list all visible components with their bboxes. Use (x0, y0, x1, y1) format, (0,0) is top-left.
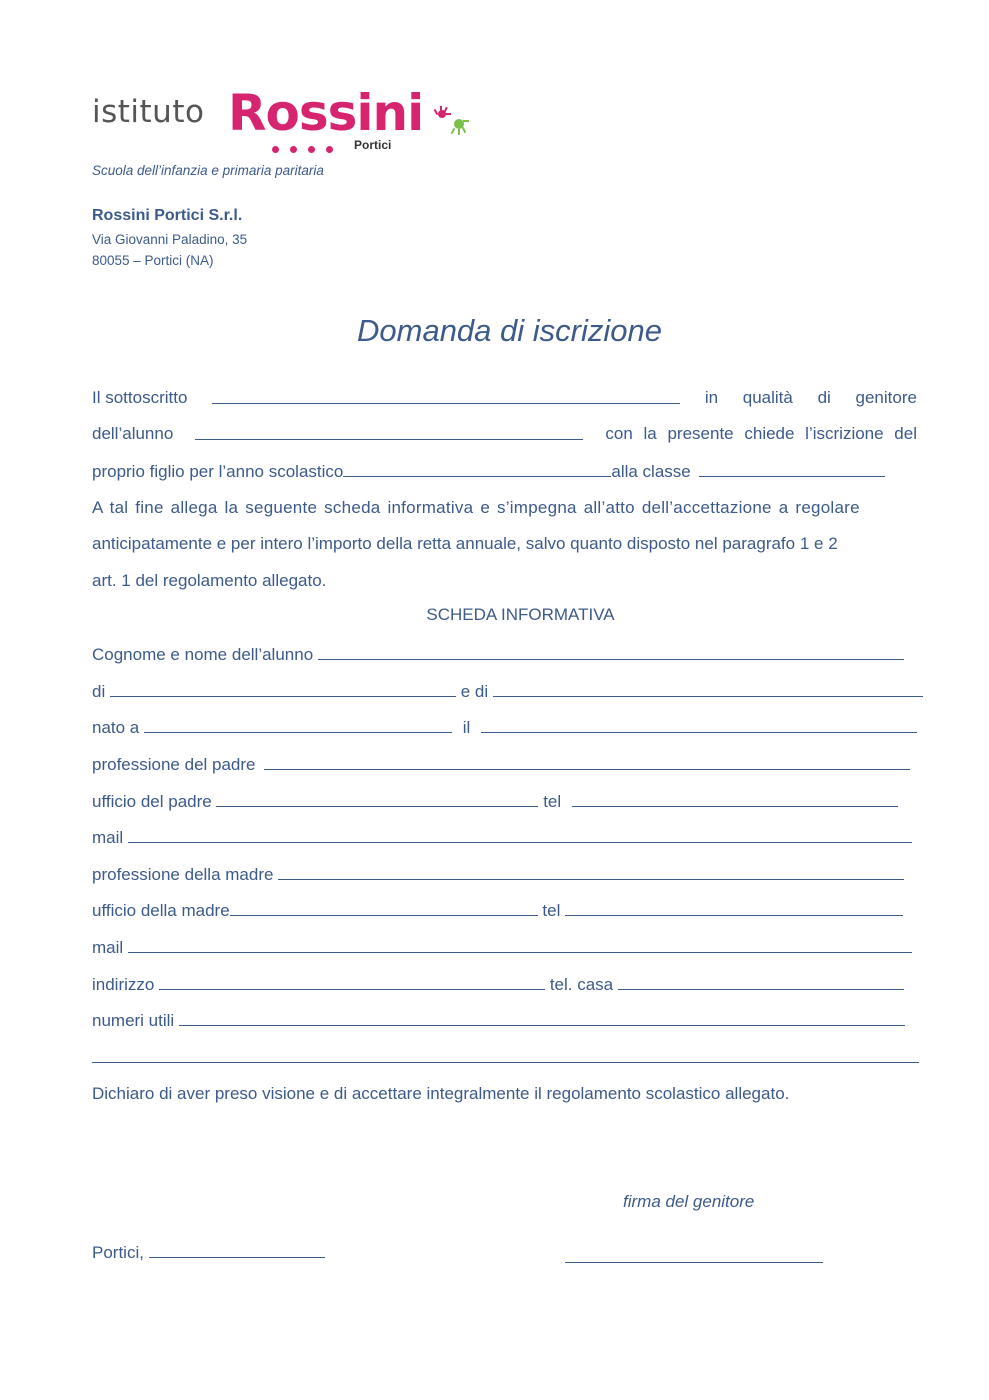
data-nascita-field[interactable] (481, 715, 917, 733)
intro-line-4: A tal fine allega la seguente scheda informativa e s’impegna all’atto dell’accettazione a regolare (92, 498, 860, 517)
logo-portici-text: Portici (354, 138, 392, 152)
sottoscritto-field[interactable] (212, 386, 680, 404)
numeri-utili-extra-line[interactable] (92, 1062, 919, 1063)
date-field[interactable] (149, 1240, 325, 1258)
label-classe: alla classe (611, 462, 691, 481)
row-prof-padre (92, 752, 917, 776)
intro-line-1 (92, 386, 917, 410)
tel-padre-field[interactable] (572, 789, 898, 807)
label-nato-a: nato a (92, 718, 140, 737)
prof-padre-field[interactable] (264, 752, 910, 770)
intro-line-5: anticipatamente e per intero l’importo della retta annuale, salvo quanto disposto nel paragrafo 1 e 2 (92, 534, 838, 553)
row-place-date (92, 1240, 917, 1264)
handprints-icon (432, 106, 472, 136)
uff-padre-field[interactable] (216, 789, 538, 807)
logo-istituto-text: istituto (92, 94, 205, 130)
document-title: Domanda di iscrizione (357, 313, 662, 348)
intro-line-6: art. 1 del regolamento allegato. (92, 571, 327, 590)
padre-nome-field[interactable] (110, 679, 456, 697)
label-alunno: dell’alunno (92, 424, 174, 443)
label-indirizzo: indirizzo (92, 975, 155, 994)
word-in: in (704, 388, 719, 407)
label-prof-padre: professione del padre (92, 755, 256, 774)
declaration-text: Dichiaro di aver preso visione e di accettare integralmente il regolamento scolastico allegato. (92, 1084, 790, 1103)
word-di: di (817, 388, 831, 407)
school-tagline: Scuola dell’infanzia e primaria paritaria (92, 163, 324, 178)
label-sottoscritto: Il sottoscritto (92, 388, 188, 407)
row-uff-padre (92, 789, 917, 813)
row-mail-madre (92, 935, 917, 959)
label-il: il (462, 718, 471, 737)
row-cognome (92, 642, 917, 666)
label-uff-padre: ufficio del padre (92, 792, 212, 811)
row-genitori (92, 679, 917, 703)
tel-casa-field[interactable] (618, 972, 904, 990)
row-mail-padre (92, 825, 917, 849)
alunno-field[interactable] (195, 422, 583, 440)
word-genitore: genitore (855, 388, 917, 407)
address-city: 80055 – Portici (NA) (92, 253, 214, 268)
logo-rossini-text: Rossini (228, 84, 424, 142)
section-title: SCHEDA INFORMATIVA (426, 605, 615, 624)
row-numeri-utili (92, 1008, 917, 1032)
label-e-di: e di (460, 682, 489, 701)
label-di: di (92, 682, 106, 701)
signature-label: firma del genitore (623, 1192, 755, 1211)
mail-madre-field[interactable] (128, 935, 912, 953)
label-mail-padre: mail (92, 828, 124, 847)
company-name: Rossini Portici S.r.l. (92, 207, 243, 224)
signature-line[interactable] (565, 1262, 823, 1263)
row-prof-madre (92, 862, 917, 886)
tel-madre-field[interactable] (565, 898, 903, 916)
logo-dots (272, 140, 344, 158)
uff-madre-field[interactable] (230, 898, 538, 916)
intro-line-3 (92, 459, 917, 483)
row-indirizzo (92, 972, 917, 996)
classe-field[interactable] (699, 459, 885, 477)
label-prof-madre: professione della madre (92, 865, 274, 884)
intro-line-2 (92, 422, 917, 446)
label-iscrizione: con la presente chiede l’iscrizione del (605, 424, 917, 443)
school-logo (92, 84, 472, 156)
label-anno: proprio figlio per l’anno scolastico (92, 462, 344, 481)
anno-scolastico-field[interactable] (343, 459, 611, 477)
label-tel-madre: tel (542, 901, 561, 920)
label-tel-padre: tel (543, 792, 562, 811)
label-cognome: Cognome e nome dell’alunno (92, 645, 314, 664)
indirizzo-field[interactable] (159, 972, 545, 990)
mail-padre-field[interactable] (128, 825, 912, 843)
row-uff-madre (92, 898, 917, 922)
label-numeri-utili: numeri utili (92, 1011, 175, 1030)
address-street: Via Giovanni Paladino, 35 (92, 232, 248, 247)
cognome-field[interactable] (318, 642, 904, 660)
label-uff-madre: ufficio della madre (92, 901, 230, 920)
numeri-utili-field[interactable] (179, 1008, 905, 1026)
row-nascita (92, 715, 917, 739)
luogo-nascita-field[interactable] (144, 715, 452, 733)
label-tel-casa: tel. casa (549, 975, 614, 994)
label-place: Portici, (92, 1243, 144, 1262)
madre-nome-field[interactable] (493, 679, 923, 697)
label-mail-madre: mail (92, 938, 124, 957)
word-qualita: qualità (742, 388, 793, 407)
prof-madre-field[interactable] (278, 862, 904, 880)
